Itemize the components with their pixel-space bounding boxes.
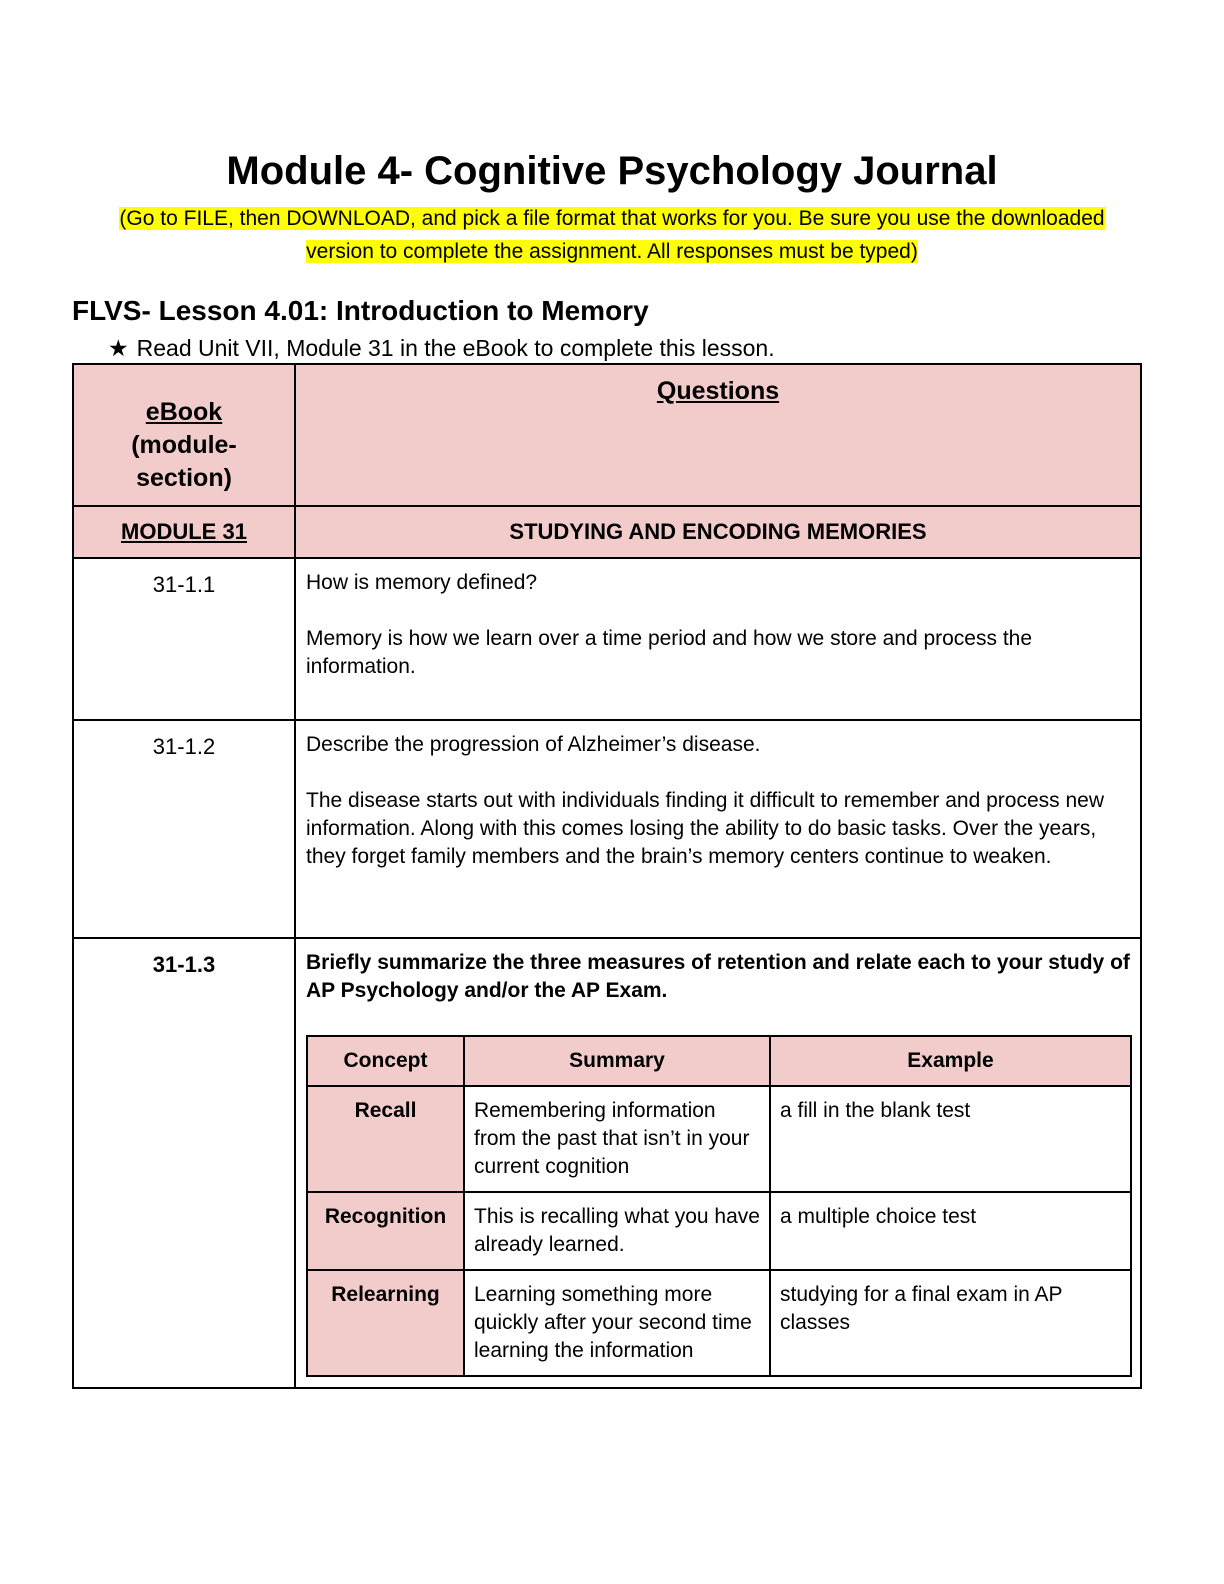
concept-header: Concept — [307, 1036, 464, 1086]
example-cell[interactable]: a multiple choice test — [770, 1192, 1131, 1270]
summary-header: Summary — [464, 1036, 770, 1086]
ebook-label: eBook — [145, 398, 223, 426]
page-title: Module 4- Cognitive Psychology Journal — [226, 149, 998, 193]
table-row — [73, 938, 1141, 1388]
example-cell[interactable]: a fill in the blank test — [770, 1086, 1131, 1192]
read-instruction — [108, 332, 775, 364]
answer-text[interactable]: Memory is how we learn over a time period and how we store and process the information. — [306, 627, 1033, 678]
section-number: 31-1.3 — [73, 938, 295, 1388]
concept-cell: Recognition — [307, 1192, 464, 1270]
example-header: Example — [770, 1036, 1131, 1086]
retention-row — [307, 1192, 1131, 1270]
module-title: STUDYING AND ENCODING MEMORIES — [295, 506, 1141, 558]
questions-label: Questions — [656, 377, 780, 405]
retention-row — [307, 1270, 1131, 1376]
module-label: MODULE 31 — [121, 519, 247, 544]
ebook-column-header — [73, 364, 295, 506]
module-row — [73, 506, 1141, 558]
table-header-row — [73, 364, 1141, 506]
question-text: How is memory defined? — [306, 571, 538, 594]
star-icon: ★ — [108, 335, 129, 361]
question-cell — [295, 558, 1141, 720]
module-label-cell — [73, 506, 295, 558]
section-number: 31-1.2 — [73, 720, 295, 938]
retention-row — [307, 1086, 1131, 1192]
ebook-section-label: section) — [136, 464, 232, 492]
summary-cell[interactable]: Remembering information from the past that isn’t in your current cognition — [464, 1086, 770, 1192]
instructions-line-1: (Go to FILE, then DOWNLOAD, and pick a file format that works for you. Be sure you use the downloaded — [119, 207, 1105, 230]
answer-text[interactable]: The disease starts out with individuals finding it difficult to remember and process new information. Along with this comes losing the ability to do basic tasks. Over the years, they forget family members and the brain’s memory centers continue to weaken. — [306, 789, 1105, 868]
read-instruction-text: Read Unit VII, Module 31 in the eBook to complete this lesson. — [136, 335, 775, 361]
ebook-module-label: (module- — [131, 431, 237, 459]
questions-column-header — [295, 364, 1141, 506]
lesson-heading: FLVS- Lesson 4.01: Introduction to Memory — [72, 295, 649, 326]
table-row — [73, 558, 1141, 720]
summary-cell[interactable]: Learning something more quickly after your second time learning the information — [464, 1270, 770, 1376]
question-text: Briefly summarize the three measures of retention and relate each to your study of AP Psychology and/or the AP Exam. — [306, 951, 1130, 1002]
retention-measures-table — [306, 1035, 1132, 1377]
instructions-line-2: version to complete the assignment. All responses must be typed) — [306, 240, 918, 263]
concept-cell: Recall — [307, 1086, 464, 1192]
question-cell — [295, 720, 1141, 938]
question-text: Describe the progression of Alzheimer’s disease. — [306, 733, 761, 756]
question-cell — [295, 938, 1141, 1388]
download-instructions — [90, 202, 1134, 268]
retention-header-row — [307, 1036, 1131, 1086]
table-row — [73, 720, 1141, 938]
journal-table — [72, 363, 1142, 1389]
section-number: 31-1.1 — [73, 558, 295, 720]
example-cell[interactable]: studying for a final exam in AP classes — [770, 1270, 1131, 1376]
summary-cell[interactable]: This is recalling what you have already learned. — [464, 1192, 770, 1270]
concept-cell: Relearning — [307, 1270, 464, 1376]
